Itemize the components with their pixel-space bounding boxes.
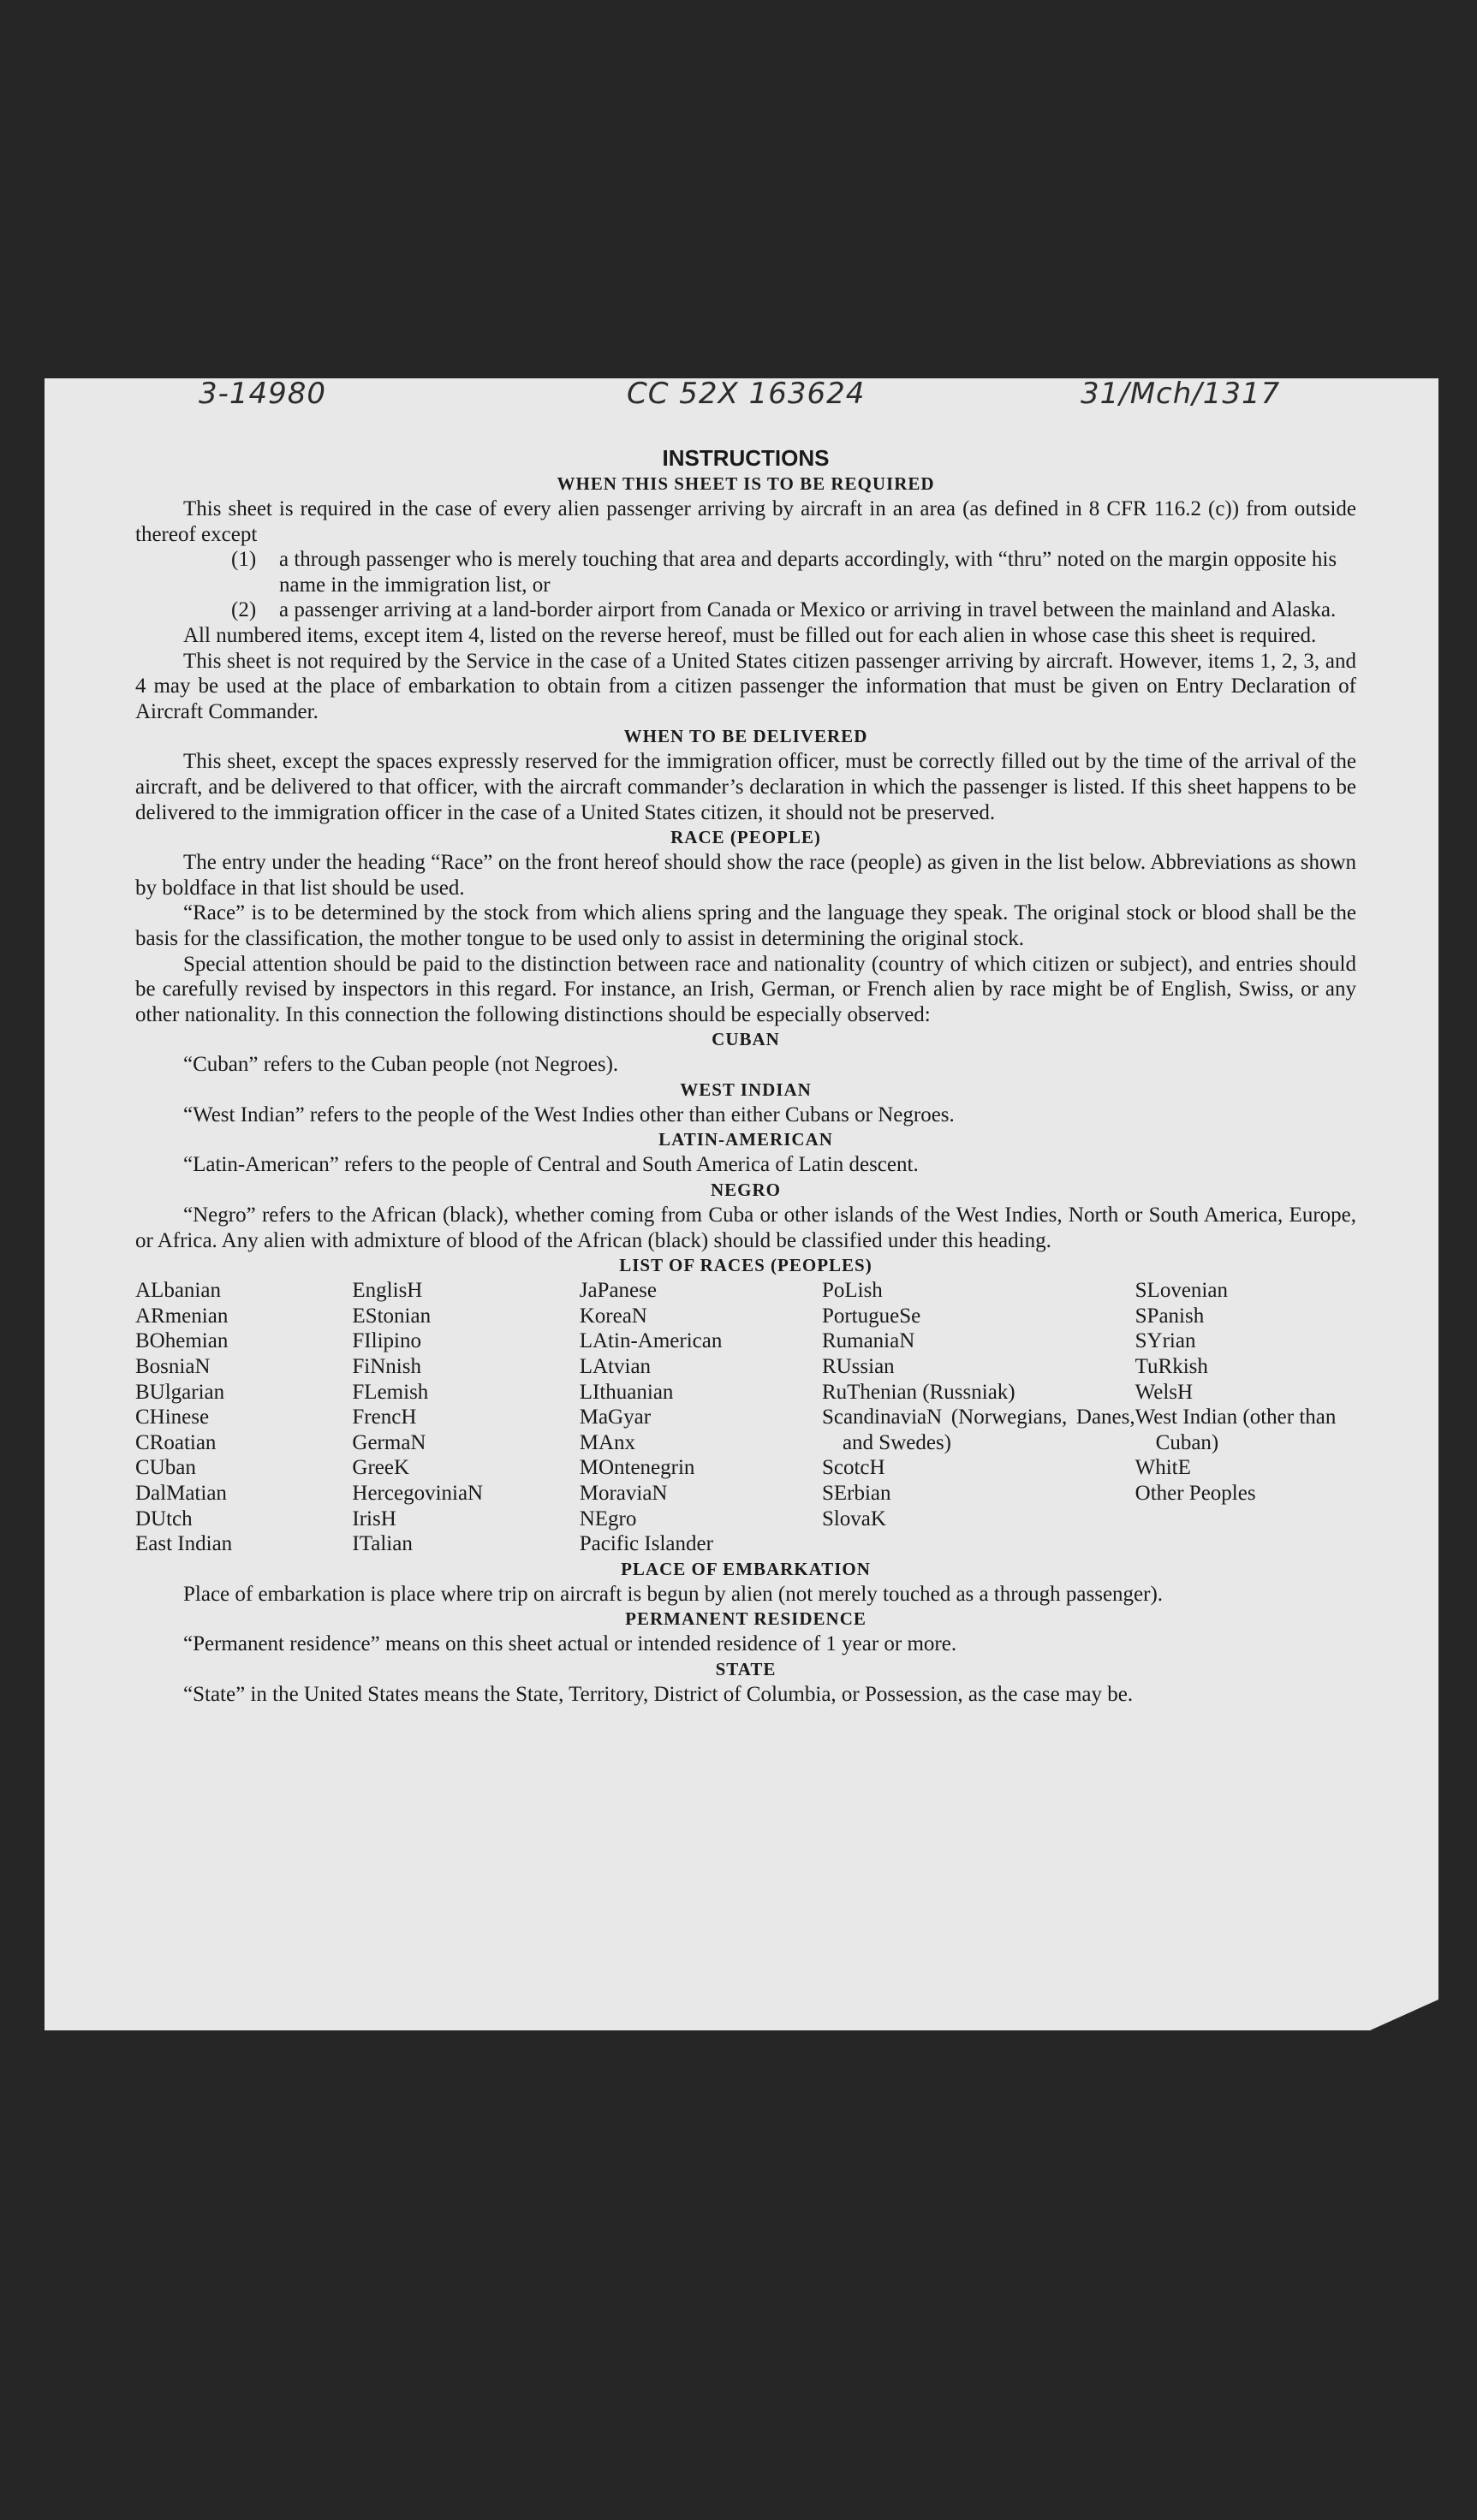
- race-entry: MaGyar: [579, 1406, 652, 1429]
- race-entry: FiNnish: [352, 1355, 421, 1379]
- race-entry: SErbian: [821, 1482, 891, 1505]
- races-column-3: [580, 1278, 822, 1557]
- paragraph: This sheet, except the spaces expressly reserved for the immigration officer, must be correctly filled out by the time of the arrival of the aircraft, and be delivered to that officer, with the aircraft commander’s declaration in which the passenger is listed. If this sheet happens to be delivered to the immigration officer in the case of a United States citizen, it should not be preserved.: [135, 750, 1356, 824]
- race-entry: WelsH: [1135, 1380, 1194, 1404]
- item-text: a passenger arriving at a land-border airport from Canada or Mexico or arriving in travel between the mainland and Alaska.: [279, 598, 1337, 622]
- list-item: [135, 597, 1356, 623]
- section-heading-latin-american: LATIN-AMERICAN: [658, 1129, 833, 1150]
- section-heading-state: STATE: [715, 1658, 777, 1679]
- races-table: [135, 1278, 1356, 1557]
- section-heading-west-indian: WEST INDIAN: [680, 1079, 812, 1100]
- paragraph: “Race” is to be determined by the stock from which aliens spring and the language they speak. The original stock or blood shall be the basis for the classification, the mother tongue to be used only to assist in determining the original stock.: [135, 901, 1356, 950]
- race-entry: GreeK: [352, 1456, 410, 1480]
- race-entry: RUssian: [821, 1355, 895, 1379]
- race-entry: BOhemian: [135, 1329, 229, 1353]
- race-entry: MAnx: [579, 1430, 636, 1454]
- list-item: [135, 547, 1356, 597]
- race-entry: MOntenegrin: [579, 1456, 695, 1480]
- item-number: (2): [231, 598, 257, 622]
- race-entry: HercegoviniaN: [352, 1482, 484, 1505]
- race-entry: SLovenian: [1135, 1279, 1228, 1303]
- race-entry: JaPanese: [579, 1279, 657, 1303]
- race-entry: PoLish: [821, 1279, 883, 1303]
- paragraph: “Latin-American” refers to the people of Central and South America of Latin descent.: [183, 1153, 919, 1177]
- race-entry: ScandinaviaN (Norwegians, Danes, and Swedes): [821, 1406, 1135, 1454]
- race-entry: GermaN: [352, 1430, 426, 1454]
- race-entry: Pacific Islander: [579, 1532, 713, 1556]
- race-entry: KoreaN: [579, 1304, 647, 1328]
- section-heading-cuban: CUBAN: [712, 1029, 780, 1050]
- race-entry: ScotcH: [821, 1456, 885, 1480]
- race-entry: FLemish: [352, 1380, 429, 1404]
- race-entry: SYrian: [1135, 1329, 1196, 1353]
- item-number: (1): [231, 548, 257, 572]
- race-entry: BUlgarian: [135, 1380, 225, 1404]
- paragraph: This sheet is not required by the Service in the case of a United States citizen passenger arriving by aircraft. However, items 1, 2, 3, and 4 may be used at the place of embarkation to obtain from a citizen passenger the information that must be given on Entry Declaration of Aircraft Commander.: [135, 649, 1356, 723]
- paragraph: “West Indian” refers to the people of the West Indies other than either Cubans or Negroes.: [183, 1102, 955, 1126]
- paragraph: “Cuban” refers to the Cuban people (not Negroes).: [183, 1053, 619, 1077]
- instruction-sheet: [45, 378, 1438, 2030]
- race-entry: East Indian: [135, 1532, 233, 1556]
- race-entry: CHinese: [135, 1406, 210, 1429]
- race-entry: ALbanian: [135, 1279, 221, 1303]
- race-entry: LAtin-American: [579, 1329, 723, 1353]
- race-entry: West Indian (other than Cuban): [1135, 1406, 1337, 1454]
- race-entry: NEgro: [579, 1507, 637, 1530]
- section-heading-residence: PERMANENT RESIDENCE: [625, 1608, 867, 1630]
- race-entry: CRoatian: [135, 1430, 217, 1454]
- paragraph: Place of embarkation is place where trip on aircraft is begun by alien (not merely touched as a through passenger).: [183, 1582, 1164, 1606]
- race-entry: CUban: [135, 1456, 196, 1480]
- races-column-5: [1135, 1278, 1356, 1557]
- races-column-4: [822, 1278, 1135, 1557]
- race-entry: ARmenian: [135, 1304, 229, 1328]
- race-entry: BosniaN: [135, 1355, 211, 1379]
- item-text: a through passenger who is merely touching that area and departs accordingly, with “thru” noted on the margin opposite his name in the immigration list, or: [279, 548, 1337, 597]
- race-entry: FrencH: [352, 1406, 417, 1429]
- race-entry: PortugueSe: [821, 1304, 921, 1328]
- paragraph: The entry under the heading “Race” on the front hereof should show the race (people) as given in the list below. Abbreviations as shown by boldface in that list should be used.: [135, 851, 1356, 900]
- race-entry: RumaniaN: [821, 1329, 915, 1353]
- race-entry: EStonian: [352, 1304, 432, 1328]
- races-column-1: [135, 1278, 352, 1557]
- race-entry: Other Peoples: [1135, 1482, 1256, 1505]
- section-heading-races-list: LIST OF RACES (PEOPLES): [619, 1255, 873, 1276]
- section-heading-delivered: WHEN TO BE DELIVERED: [623, 726, 868, 747]
- race-entry: IrisH: [352, 1507, 396, 1530]
- race-entry: ITalian: [352, 1532, 413, 1556]
- paragraph: This sheet is required in the case of every alien passenger arriving by aircraft in an area (as defined in 8 CFR 116.2 (c)) from outside thereof except: [135, 497, 1356, 546]
- handwritten-reference-number: CC 52X 163624: [627, 377, 866, 411]
- race-entry: DalMatian: [135, 1482, 227, 1505]
- race-entry: DUtch: [135, 1507, 193, 1530]
- handwritten-file-number: 3-14980: [199, 377, 327, 411]
- race-entry: SlovaK: [821, 1507, 886, 1530]
- paragraph: All numbered items, except item 4, listed on the reverse hereof, must be filled out for each alien in whose case this sheet is required.: [183, 623, 1317, 647]
- race-entry: WhitE: [1135, 1456, 1191, 1480]
- paragraph: Special attention should be paid to the distinction between race and nationality (country of which citizen or subject), and entries should be carefully revised by inspectors in this regard. For instance, an Irish, German, or French alien by race might be of English, Swiss, or any other nationality. In this connection the following distinctions should be especially observed:: [135, 952, 1356, 1026]
- race-entry: LAtvian: [579, 1355, 652, 1379]
- race-entry: LIthuanian: [579, 1380, 674, 1404]
- section-heading-negro: NEGRO: [710, 1180, 781, 1201]
- race-entry: MoraviaN: [579, 1482, 668, 1505]
- race-entry: SPanish: [1135, 1304, 1205, 1328]
- handwritten-date: 31/Mch/1317: [1081, 377, 1281, 411]
- races-column-2: [352, 1278, 579, 1557]
- paragraph: “Permanent residence” means on this sheet actual or intended residence of 1 year or more.: [183, 1632, 957, 1656]
- page-title: INSTRUCTIONS: [662, 445, 830, 471]
- section-heading-required: WHEN THIS SHEET IS TO BE REQUIRED: [557, 473, 935, 494]
- race-entry: RuThenian (Russniak): [821, 1380, 1015, 1404]
- section-heading-race: RACE (PEOPLE): [670, 827, 821, 848]
- race-entry: EnglisH: [352, 1279, 423, 1303]
- paragraph: “State” in the United States means the State, Territory, District of Columbia, or Possession, as the case may be.: [183, 1682, 1134, 1706]
- race-entry: FIlipino: [352, 1329, 421, 1353]
- race-entry: TuRkish: [1135, 1355, 1208, 1379]
- paragraph: “Negro” refers to the African (black), whether coming from Cuba or other islands of the West Indies, North or South America, Europe, or Africa. Any alien with admixture of blood of the African (black) should be classified under this heading.: [135, 1204, 1356, 1252]
- section-heading-embarkation: PLACE OF EMBARKATION: [621, 1558, 871, 1579]
